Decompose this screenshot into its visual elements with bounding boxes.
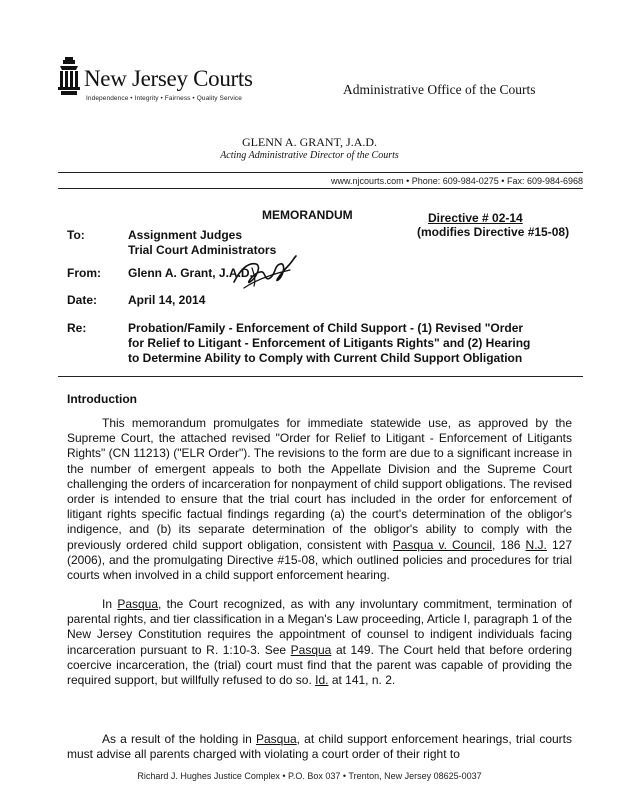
case-citation: Pasqua: [255, 732, 297, 746]
section-divider: [58, 376, 583, 377]
reporter-citation: N.J.: [525, 537, 547, 552]
case-citation: Pasqua v. Council: [392, 537, 493, 552]
re-label: Re:: [67, 321, 87, 335]
office-name: Administrative Office of the Courts: [343, 82, 536, 97]
to-recipient: Trial Court Administrators: [128, 243, 277, 257]
case-citation: Id.: [315, 673, 329, 688]
director-name: GLENN A. GRANT, J.A.D.: [241, 135, 378, 149]
from-label: From:: [67, 266, 101, 280]
memo-title: MEMORANDUM: [262, 208, 353, 222]
directive-modifies: (modifies Directive #15-08): [417, 225, 570, 239]
body-paragraph: As a result of the holding in Pasqua, at child support enforcement hearings, trial courts must advise all parents charged with violating a court order of their right to: [67, 732, 573, 762]
to-label: To:: [67, 228, 85, 242]
re-subject-line: to Determine Ability to Comply with Current Child Support Obligation: [128, 351, 523, 365]
contact-line: www.njcourts.com • Phone: 609-984-0275 • Fax: 609-984-6968: [331, 176, 583, 186]
to-recipient: Assignment Judges: [128, 228, 243, 242]
section-heading: Introduction: [67, 392, 137, 406]
case-citation: Pasqua: [290, 642, 332, 657]
header-divider: [58, 188, 583, 189]
body-paragraph: This memorandum promulgates for immediate statewide use, as approved by the Supreme Court, the attached revised "Order for Relief to Litigant - Enforcement of Litigants Rights" (CN 11213) ("ELR Order"). The revisions to the form are due to a significant increase in the number of emergent appeals to both the Appellate Division and the Supreme Court challenging the orders of incarceration for nonpayment of child support obligations. The revised order is intended to ensure that the trial court has included in the order for enforcement of litigant rights specific factual findings regarding (a) the court's determination of the obligor's indigence, and (b) its separate determination of the obligor's ability to comply with the previously ordered child support obligation, consistent with Pasqua v. Council, 186 N.J. 127 (2006), and the promulgating Directive #15-08, which outlined policies and procedures for trial courts when involved in a child support enforcement hearing.: [67, 416, 572, 583]
from-value: Glenn A. Grant, J.A.D.: [128, 266, 253, 280]
case-citation: Pasqua: [117, 597, 159, 611]
re-subject-line: Probation/Family - Enforcement of Child Support - (1) Revised "Order: [128, 321, 524, 335]
date-value: April 14, 2014: [128, 293, 206, 307]
brand-name: New Jersey Courts: [84, 66, 253, 91]
re-subject-line: for Relief to Litigant - Enforcement of Litigants Rights" and (2) Hearing: [128, 336, 531, 350]
header-divider: [58, 172, 583, 173]
signature-image: [226, 252, 298, 294]
footer-address: Richard J. Hughes Justice Complex • P.O. Box 037 • Trenton, New Jersey 08625-0037: [137, 771, 482, 781]
nj-courts-seal-icon: [58, 57, 80, 97]
brand-tagline: Independence • Integrity • Fairness • Quality Service: [86, 95, 242, 102]
body-paragraph: In Pasqua, the Court recognized, as with any involuntary commitment, termination of parental rights, and tier classification in a Megan's Law proceeding, Article I, paragraph 1 of the New Jersey Constitution requires the appointment of counsel to indigent individuals facing incarceration pursuant to R. 1:10-3. See Pasqua at 149. The Court held that before ordering coercive incarceration, the (trial) court must find that the parent was capable of providing the required support, but willfully refused to do so. Id. at 141, n. 2.: [67, 597, 572, 688]
date-label: Date:: [67, 293, 98, 307]
director-title: Acting Administrative Director of the Courts: [220, 150, 399, 161]
directive-number: Directive # 02-14: [428, 211, 523, 225]
